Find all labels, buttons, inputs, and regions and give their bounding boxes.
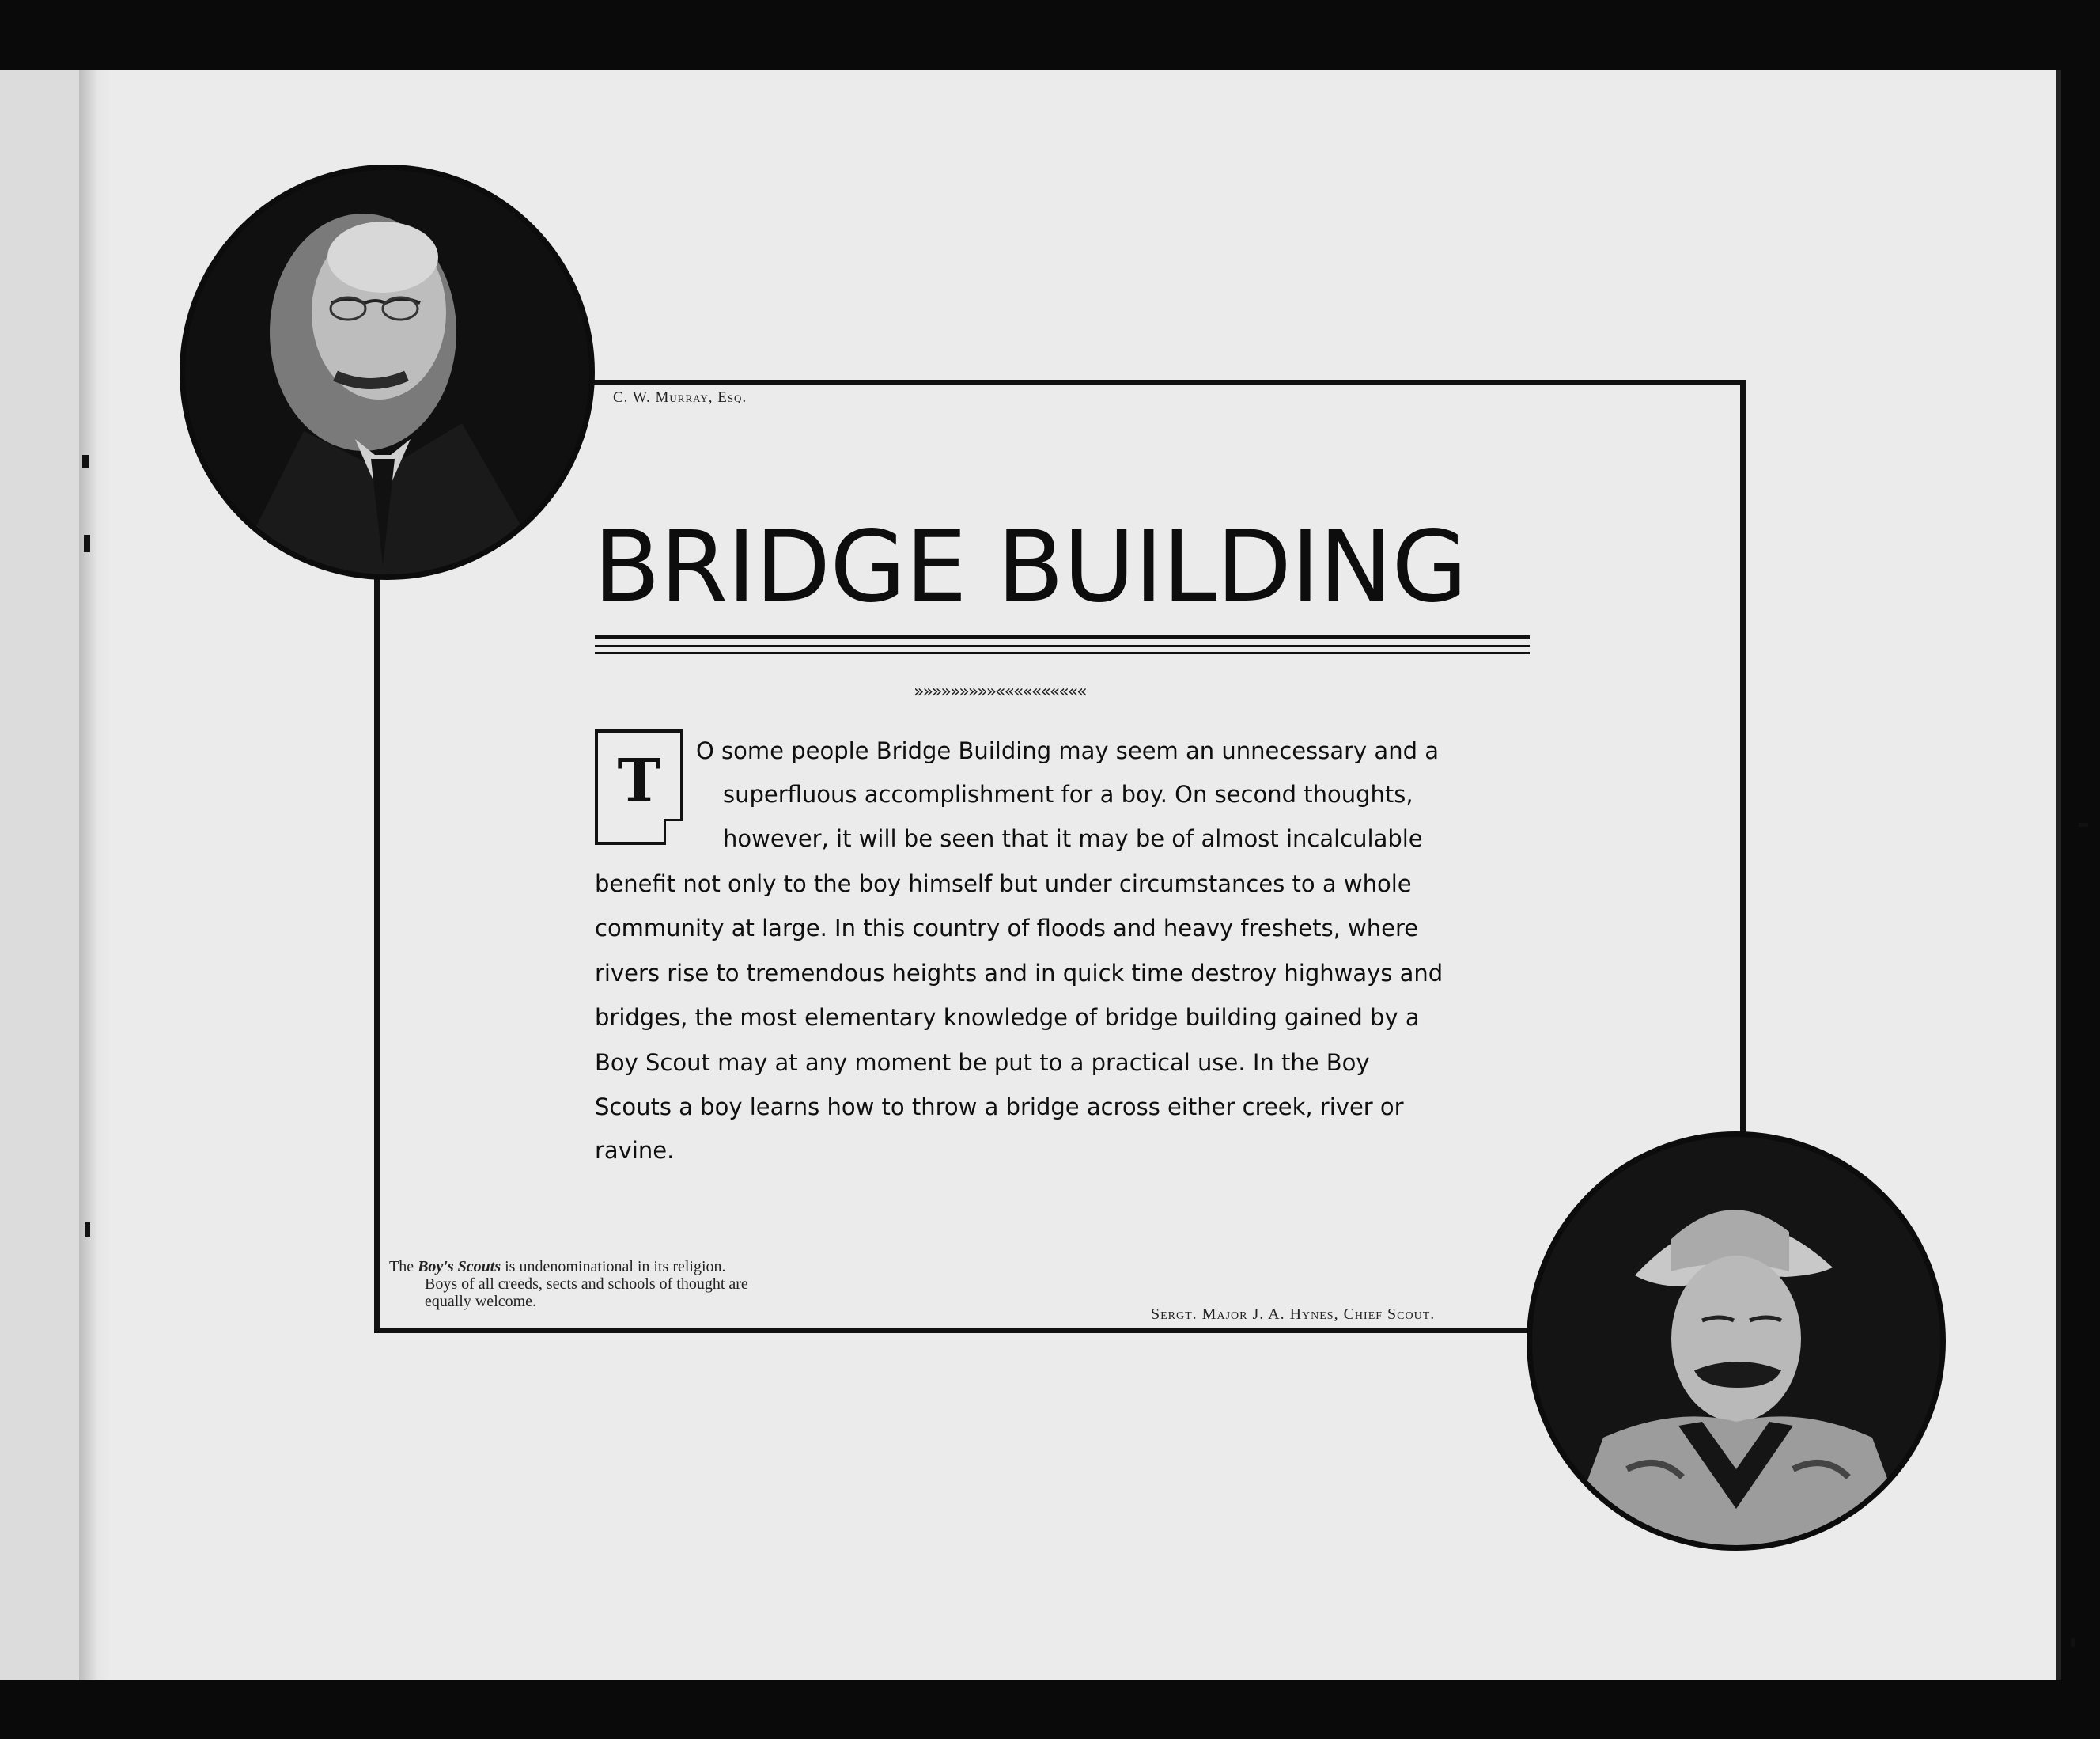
footnote-line-2: Boys of all creeds, sects and schools of thought are [425, 1275, 748, 1293]
edge-speck [85, 1222, 90, 1237]
body-line-8: Boy Scout may at any moment be put to a practical use. In the Boy [595, 1049, 1370, 1076]
body-line-2: superfluous accomplishment for a boy. On second thoughts, [723, 781, 1413, 808]
portrait-hynes-image [1532, 1137, 1940, 1545]
ornament-divider: »»»»»»»»»«««««««««« [914, 682, 1086, 702]
body-line-10: ravine. [595, 1137, 675, 1164]
body-line-3: however, it will be seen that it may be of almost incalculable [723, 825, 1423, 852]
footnote-line-3: equally welcome. [425, 1293, 537, 1310]
edge-speck [2079, 823, 2088, 827]
title-rule-thick [595, 635, 1530, 639]
binding-gutter [79, 70, 111, 1680]
portrait-caption-hynes: Sergt. Major J. A. Hynes, Chief Scout. [1151, 1305, 1436, 1323]
portrait-hynes [1527, 1131, 1946, 1551]
title-rule-thin [595, 645, 1530, 647]
drop-cap-box [595, 729, 683, 845]
body-line-5: community at large. In this country of floods and heavy freshets, where [595, 915, 1419, 941]
drop-cap-letter: T [617, 747, 661, 815]
facing-page-edge [0, 70, 81, 1680]
body-line-1: O some people Bridge Building may seem an unnecessary and a [696, 737, 1439, 764]
body-line-4: benefit not only to the boy himself but under circumstances to a whole [595, 870, 1412, 897]
footnote-prefix: The [389, 1258, 414, 1275]
body-line-6: rivers rise to tremendous heights and in quick time destroy highways and [595, 960, 1444, 987]
portrait-murray [180, 165, 595, 580]
footnote-line-1: is undenominational in its religion. [505, 1258, 726, 1275]
edge-speck [2071, 1638, 2075, 1647]
body-line-7: bridges, the most elementary knowledge of bridge building gained by a [595, 1004, 1420, 1031]
body-line-9: Scouts a boy learns how to throw a bridge across either creek, river or [595, 1093, 1404, 1120]
portrait-caption-murray: C. W. Murray, Esq. [613, 389, 747, 406]
edge-speck [82, 455, 89, 468]
footnote-org-name: Boy's Scouts [418, 1258, 501, 1275]
article-title: BRIDGE BUILDING [593, 510, 1467, 624]
drop-cap-corner [664, 819, 683, 845]
portrait-murray-image [185, 170, 589, 574]
footnote [389, 1258, 748, 1310]
title-rule-thin [595, 652, 1530, 654]
edge-speck [84, 535, 90, 552]
